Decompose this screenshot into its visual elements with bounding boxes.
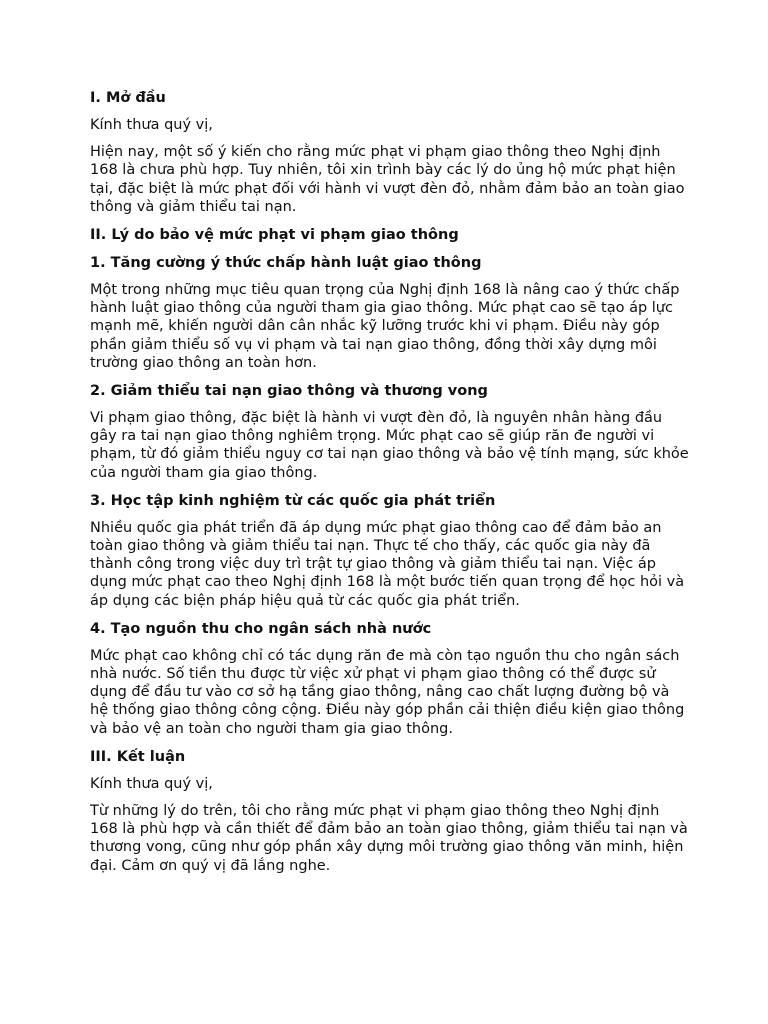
- paragraph-reason-2: Vi phạm giao thông, đặc biệt là hành vi vượt đèn đỏ, là nguyên nhân hàng đầu gây ra tai nạn giao thông nghiêm trọng. Mức phạt cao sẽ giúp răn đe người vi phạm, từ đó giảm thiểu nguy cơ tai nạn giao thông và bảo vệ tính mạng, sức khỏe của người tham gia giao thông.: [90, 410, 689, 481]
- heading-conclusion: III. Kết luận: [90, 748, 186, 765]
- paragraph-reason-4: Mức phạt cao không chỉ có tác dụng răn đe mà còn tạo nguồn thu cho ngân sách nhà nước. Số tiền thu được từ việc xử phạt vi phạm giao thông có thể được sử dụng để đầu tư vào cơ sở hạ tầng giao thông, nâng cao chất lượng đường bộ và hệ thống giao thông công cộng. Điều này góp phần cải thiện điều kiện giao thông và bảo vệ an toàn cho người tham gia giao thông.: [90, 647, 685, 737]
- greeting-conclusion: Kính thưa quý vị,: [90, 775, 213, 792]
- paragraph-conclusion: Từ những lý do trên, tôi cho rằng mức phạt vi phạm giao thông theo Nghị định 168 là phù hợp và cần thiết để đảm bảo an toàn giao thông, giảm thiểu tai nạn và thương vong, cũng như góp phần xây dựng môi trường giao thông văn minh, hiện đại. Cảm ơn quý vị đã lắng nghe.: [90, 803, 688, 874]
- heading-reason-3: 3. Học tập kinh nghiệm từ các quốc gia phát triển: [90, 492, 496, 509]
- paragraph-reason-1: Một trong những mục tiêu quan trọng của Nghị định 168 là nâng cao ý thức chấp hành luật giao thông của người tham gia giao thông. Mức phạt cao sẽ tạo áp lực mạnh mẽ, khiến người dân cân nhắc kỹ lưỡng trước khi vi phạm. Điều này góp phần giảm thiểu số vụ vi phạm và tai nạn giao thông, đồng thời xây dựng môi trường giao thông an toàn hơn.: [90, 282, 680, 371]
- heading-intro: I. Mở đầu: [90, 90, 166, 106]
- paragraph-reason-3: Nhiều quốc gia phát triển đã áp dụng mức phạt giao thông cao để đảm bảo an toàn giao thông và giảm thiểu tai nạn. Thực tế cho thấy, các quốc gia này đã thành công trong việc duy trì trật tự giao thông và giảm thiểu tai nạn. Việc áp dụng mức phạt cao theo Nghị định 168 là một bước tiến quan trọng để học hỏi và áp dụng các biện pháp hiệu quả từ các quốc gia phát triển.: [90, 519, 685, 609]
- heading-reason-4: 4. Tạo nguồn thu cho ngân sách nhà nước: [90, 620, 432, 637]
- paragraph-intro: Hiện nay, một số ý kiến cho rằng mức phạt vi phạm giao thông theo Nghị định 168 là chưa phù hợp. Tuy nhiên, tôi xin trình bày các lý do ủng hộ mức phạt hiện tại, đặc biệt là mức phạt đối với hành vi vượt đèn đỏ, nhằm đảm bảo an toàn giao thông và giảm thiểu tai nạn.: [90, 144, 685, 215]
- heading-reason-2: 2. Giảm thiểu tai nạn giao thông và thương vong: [90, 383, 488, 400]
- greeting-intro: Kính thưa quý vị,: [90, 117, 213, 133]
- heading-reason-1: 1. Tăng cường ý thức chấp hành luật giao thông: [90, 255, 482, 272]
- document-page: [90, 88, 690, 884]
- heading-reasons: II. Lý do bảo vệ mức phạt vi phạm giao thông: [90, 227, 459, 244]
